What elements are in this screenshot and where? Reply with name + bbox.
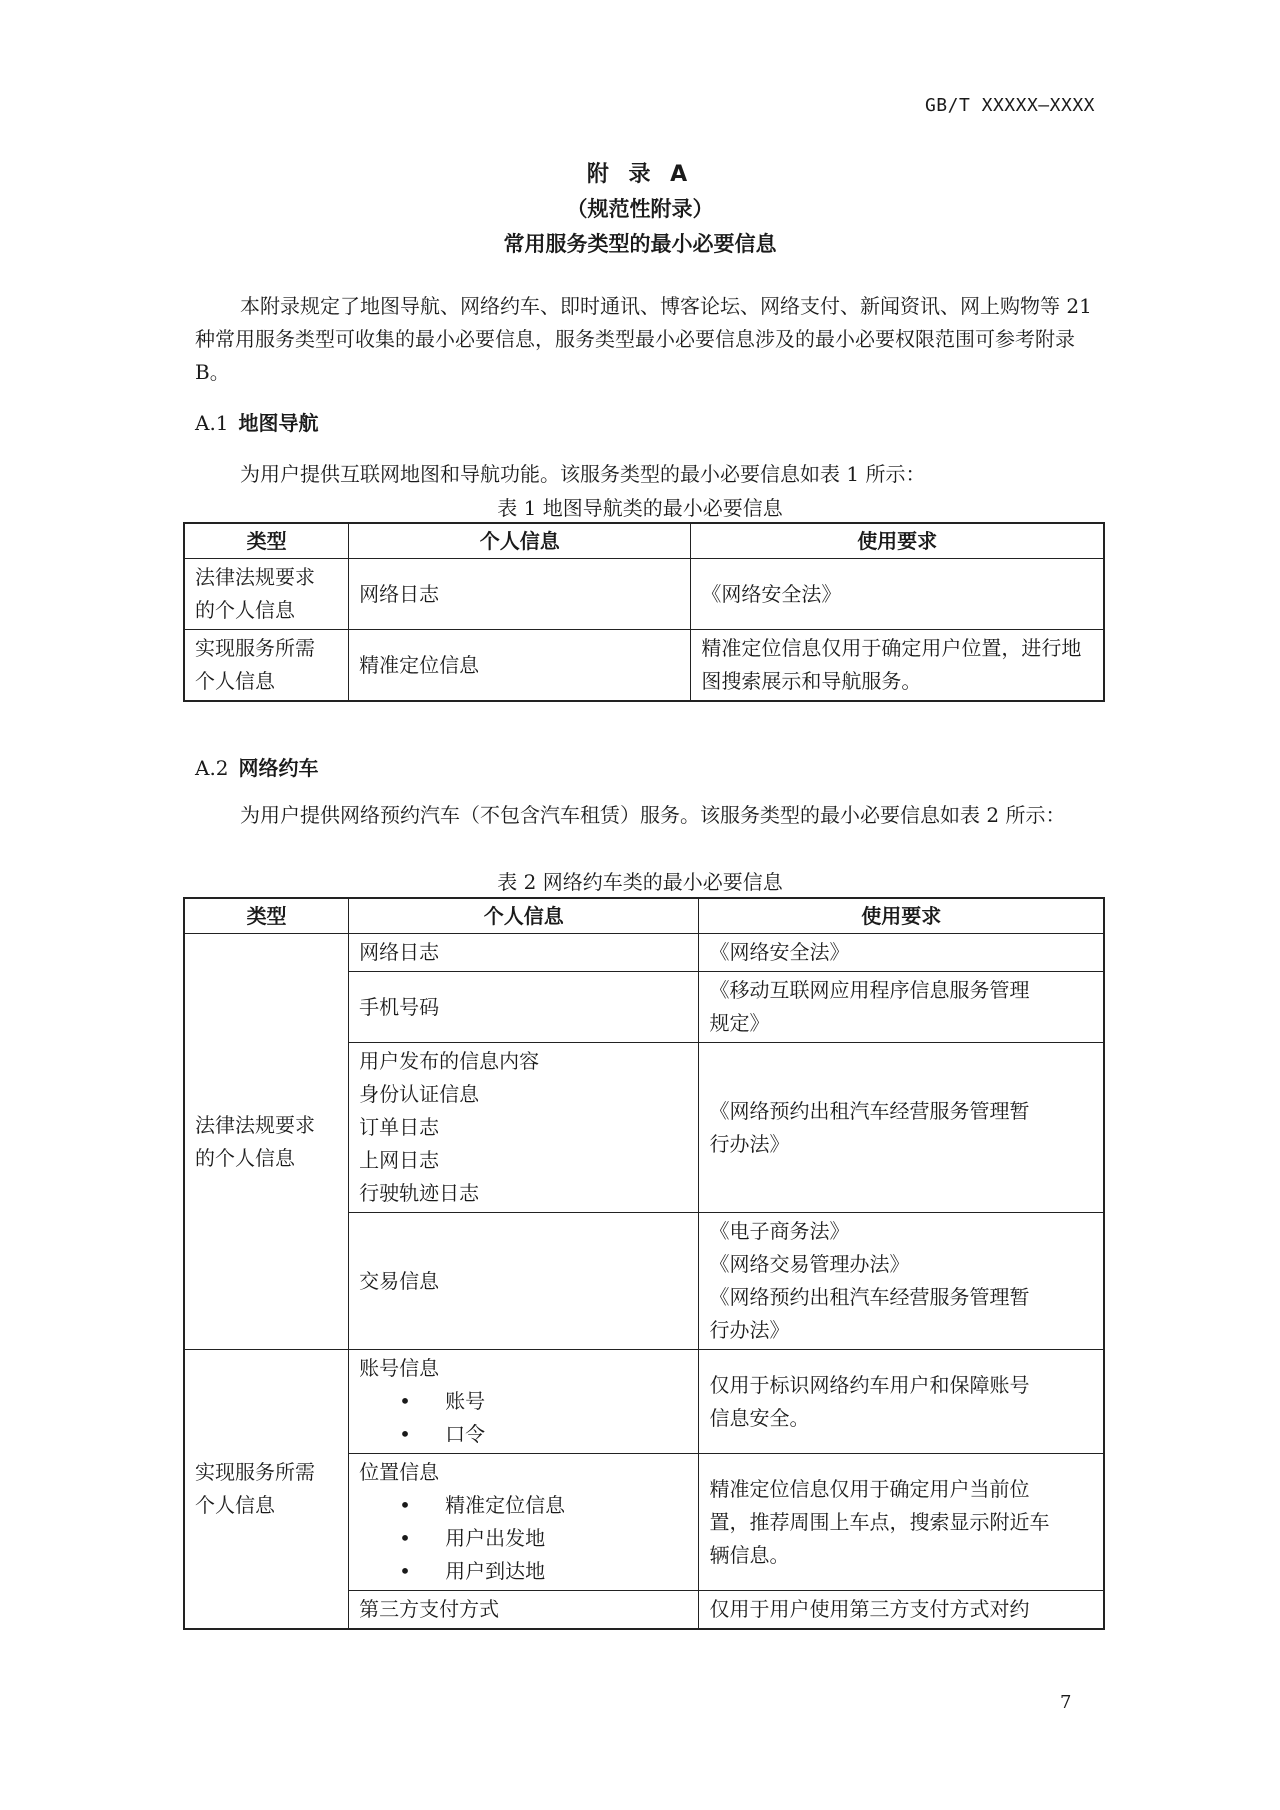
bullet-dot: • bbox=[399, 1493, 411, 1517]
table-row bbox=[184, 559, 1104, 630]
info-cell: 第三方支付方式 bbox=[349, 1591, 699, 1630]
header-type: 类型 bbox=[184, 523, 349, 559]
requirement-cell: 《移动互联网应用程序信息服务管理 规定》 bbox=[699, 972, 1104, 1043]
bullet-dot: • bbox=[399, 1526, 411, 1550]
bullet-dot: • bbox=[399, 1389, 411, 1413]
header-info: 个人信息 bbox=[349, 898, 699, 934]
bullet-dot: • bbox=[399, 1559, 411, 1583]
table-2-caption: 表 2 网络约车类的最小必要信息 bbox=[497, 870, 783, 894]
section-a1-heading bbox=[195, 407, 319, 436]
section-number: A.1 bbox=[195, 411, 229, 435]
requirement-cell: 精准定位信息仅用于确定用户当前位 置，推荐周围上车点，搜索显示附近车 辆信息。 bbox=[699, 1454, 1104, 1591]
bullet-item: • 用户出发地 bbox=[359, 1522, 688, 1555]
section-a2-paragraph: 为用户提供网络预约汽车（不包含汽车租赁）服务。该服务类型的最小必要信息如表 2 所示： bbox=[240, 803, 1066, 827]
table-header-row bbox=[184, 523, 1104, 559]
table-row bbox=[184, 630, 1104, 702]
requirement-cell: 精准定位信息仅用于确定用户位置，进行地图搜索展示和导航服务。 bbox=[691, 630, 1104, 702]
type-cell: 法律法规要求 的个人信息 bbox=[184, 559, 349, 630]
header-info: 个人信息 bbox=[349, 523, 691, 559]
type-cell: 法律法规要求 的个人信息 bbox=[184, 934, 349, 1350]
page-number: 7 bbox=[1060, 1692, 1072, 1713]
header-type: 类型 bbox=[184, 898, 349, 934]
table-row bbox=[184, 934, 1104, 972]
info-cell: 手机号码 bbox=[349, 972, 699, 1043]
bullet-item: • 用户到达地 bbox=[359, 1555, 688, 1588]
section-title: 网络约车 bbox=[238, 756, 319, 780]
info-cell: 网络日志 bbox=[349, 559, 691, 630]
info-cell: 用户发布的信息内容 身份认证信息 订单日志 上网日志 行驶轨迹日志 bbox=[349, 1043, 699, 1213]
table-2 bbox=[183, 897, 1105, 1630]
info-cell: 位置信息 • 精准定位信息 • 用户出发地 • 用户到达地 bbox=[349, 1454, 699, 1591]
requirement-cell: 仅用于标识网络约车用户和保障账号 信息安全。 bbox=[699, 1350, 1104, 1454]
standard-number: GB/T XXXXX—XXXX bbox=[924, 95, 1095, 116]
table-header-row bbox=[184, 898, 1104, 934]
info-cell: 交易信息 bbox=[349, 1213, 699, 1350]
table-row bbox=[184, 1350, 1104, 1454]
section-a1-paragraph: 为用户提供互联网地图和导航功能。该服务类型的最小必要信息如表 1 所示： bbox=[240, 462, 926, 486]
appendix-subject: 常用服务类型的最小必要信息 bbox=[503, 232, 777, 256]
bullet-item: • 口令 bbox=[359, 1418, 688, 1451]
bullet-item: • 精准定位信息 bbox=[359, 1489, 688, 1522]
appendix-type: （规范性附录） bbox=[566, 197, 714, 221]
section-title: 地图导航 bbox=[238, 411, 319, 435]
section-number: A.2 bbox=[195, 756, 229, 780]
section-a2-heading bbox=[195, 752, 319, 781]
header-requirement: 使用要求 bbox=[699, 898, 1104, 934]
intro-paragraph: 本附录规定了地图导航、网络约车、即时通讯、博客论坛、网络支付、新闻资讯、网上购物等 21 种常用服务类型可收集的最小必要信息，服务类型最小必要信息涉及的最小必要权限范围可参考附录 B。 bbox=[195, 294, 1092, 384]
table-1-caption: 表 1 地图导航类的最小必要信息 bbox=[497, 496, 783, 520]
requirement-cell: 《网络安全法》 bbox=[691, 559, 1104, 630]
info-cell: 精准定位信息 bbox=[349, 630, 691, 702]
info-cell: 网络日志 bbox=[349, 934, 699, 972]
type-cell: 实现服务所需 个人信息 bbox=[184, 1350, 349, 1630]
table-1 bbox=[183, 522, 1105, 702]
info-cell: 账号信息 • 账号 • 口令 bbox=[349, 1350, 699, 1454]
type-cell: 实现服务所需 个人信息 bbox=[184, 630, 349, 702]
requirement-cell: 《网络安全法》 bbox=[699, 934, 1104, 972]
bullet-item: • 账号 bbox=[359, 1385, 688, 1418]
requirement-cell: 《电子商务法》 《网络交易管理办法》 《网络预约出租汽车经营服务管理暂 行办法》 bbox=[699, 1213, 1104, 1350]
header-requirement: 使用要求 bbox=[691, 523, 1104, 559]
requirement-cell: 《网络预约出租汽车经营服务管理暂 行办法》 bbox=[699, 1043, 1104, 1213]
bullet-dot: • bbox=[399, 1422, 411, 1446]
appendix-title: 附 录 A bbox=[586, 162, 694, 187]
requirement-cell: 仅用于用户使用第三方支付方式对约 bbox=[699, 1591, 1104, 1630]
